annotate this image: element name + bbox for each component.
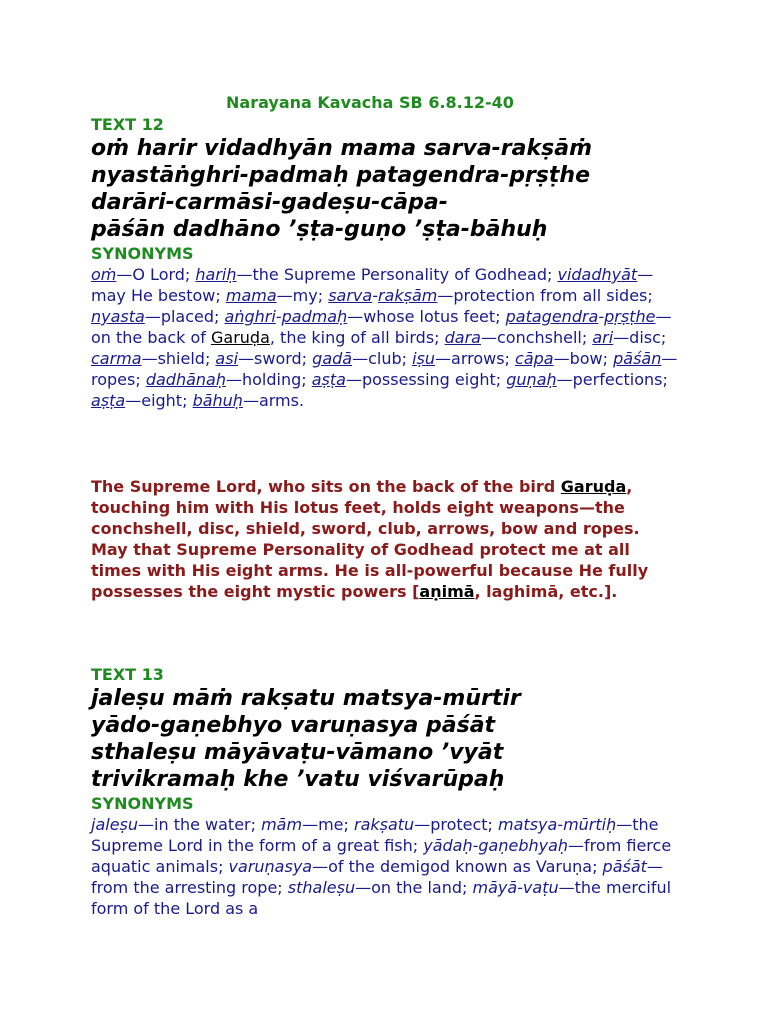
synonym-term: yādaḥ-gaṇebhyaḥ bbox=[423, 836, 569, 855]
synonym-meaning: —holding; bbox=[225, 370, 312, 389]
synonym-meaning: —the Supreme Personality of Godhead; bbox=[236, 265, 558, 284]
synonym-term[interactable]: carma bbox=[91, 349, 142, 368]
synonym-meaning: —on the back of bbox=[91, 307, 672, 347]
synonym-term: matsya-mūrtiḥ bbox=[498, 815, 617, 834]
synonym-term: māyā-vaṭu bbox=[472, 878, 559, 897]
synonym-meaning: —me; bbox=[302, 815, 354, 834]
text-13-verse bbox=[91, 685, 691, 793]
text-12-translation bbox=[91, 476, 681, 602]
text-13-synonyms bbox=[91, 814, 681, 919]
synonym-meaning: —possessing eight; bbox=[345, 370, 507, 389]
synonym-term: sthaleṣu bbox=[287, 878, 356, 897]
synonym-meaning: —in the water; bbox=[138, 815, 262, 834]
synonym-term[interactable]: guṇaḥ bbox=[506, 370, 557, 389]
synonym-meaning: —my; bbox=[276, 286, 329, 305]
synonyms-heading: SYNONYMS bbox=[91, 244, 194, 263]
synonym-term: rakṣatu bbox=[353, 815, 415, 834]
synonym-term[interactable]: pāśān bbox=[613, 349, 662, 368]
synonym-term: jaleṣu bbox=[91, 815, 139, 834]
synonym-term[interactable]: dadhānaḥ bbox=[145, 370, 226, 389]
synonym-term[interactable]: aṣṭa bbox=[311, 370, 346, 389]
synonym-term[interactable]: asi bbox=[215, 349, 239, 368]
synonym-term[interactable]: rakṣām bbox=[377, 286, 438, 305]
synonym-term[interactable]: oṁ bbox=[91, 265, 117, 284]
synonym-meaning: —may He bestow; bbox=[91, 265, 654, 305]
text-13-synonyms-heading-block bbox=[91, 793, 691, 815]
garuda-link[interactable]: Garuḍa bbox=[210, 328, 270, 347]
synonym-term[interactable]: hariḥ bbox=[195, 265, 237, 284]
synonym-term[interactable]: bāhuḥ bbox=[192, 391, 243, 410]
verse-line: darāri-carmāsi-gadeṣu-cāpa- bbox=[91, 190, 448, 215]
synonym-meaning: —sword; bbox=[238, 349, 313, 368]
synonym-meaning: —perfections; bbox=[556, 370, 668, 389]
verse-line: pāśān dadhāno ’ṣṭa-guṇo ’ṣṭa-bāhuḥ bbox=[91, 217, 548, 242]
verse-line: yādo-gaṇebhyo varuṇasya pāśāt bbox=[91, 713, 496, 738]
synonym-meaning: —bow; bbox=[553, 349, 614, 368]
synonym-term[interactable]: dara bbox=[444, 328, 481, 347]
text-12-heading-block bbox=[91, 114, 691, 136]
translation-text: , touching him with His lotus feet, holds eight weapons—the conchshell, disc, shield, sword, club, arrows, bow and ropes. May that Supreme Personality of Godhead protect me at all times with His eight arms. He is all-powerful because He fully possesses the eight mystic powers [ bbox=[91, 477, 649, 601]
synonym-term: pāśāt bbox=[602, 857, 647, 876]
synonym-meaning: —O Lord; bbox=[116, 265, 196, 284]
synonym-meaning: —protection from all sides; bbox=[437, 286, 653, 305]
synonym-meaning: —arms. bbox=[242, 391, 305, 410]
synonym-term[interactable]: padmaḥ bbox=[281, 307, 348, 326]
verse-line: trivikramaḥ khe ’vatu viśvarūpaḥ bbox=[91, 767, 505, 792]
document-title: Narayana Kavacha SB 6.8.12-40 bbox=[226, 93, 514, 112]
verse-line: sthaleṣu māyāvaṭu-vāmano ’vyāt bbox=[91, 740, 504, 765]
synonym-meaning: —on the land; bbox=[355, 878, 473, 897]
synonym-term[interactable]: vidadhyāt bbox=[557, 265, 638, 284]
translation-text: , laghimā, etc.]. bbox=[474, 582, 618, 601]
synonym-term[interactable]: nyasta bbox=[91, 307, 145, 326]
synonym-meaning: —from fierce aquatic animals; bbox=[91, 836, 672, 876]
synonym-meaning: —disc; bbox=[613, 328, 667, 347]
garuda-link[interactable]: Garuḍa bbox=[560, 477, 627, 496]
verse-line: jaleṣu māṁ rakṣatu matsya-mūrtir bbox=[91, 686, 521, 711]
anima-link[interactable]: aṇimā bbox=[419, 582, 475, 601]
synonym-meaning: —placed; bbox=[144, 307, 225, 326]
synonym-meaning: —conchshell; bbox=[480, 328, 593, 347]
synonym-term[interactable]: cāpa bbox=[515, 349, 554, 368]
synonym-meaning: —club; bbox=[352, 349, 413, 368]
synonym-meaning: —protect; bbox=[414, 815, 499, 834]
synonym-term: varuṇasya bbox=[228, 857, 313, 876]
synonym-meaning: —the merciful form of the Lord as a bbox=[91, 878, 672, 918]
synonym-meaning: —shield; bbox=[141, 349, 216, 368]
synonym-term[interactable]: aṣṭa bbox=[91, 391, 126, 410]
text-12-heading: TEXT 12 bbox=[91, 115, 164, 134]
synonym-term: mām bbox=[261, 815, 303, 834]
synonym-term[interactable]: mama bbox=[225, 286, 277, 305]
synonym-term[interactable]: sarva bbox=[328, 286, 373, 305]
synonym-meaning: —from the arresting rope; bbox=[91, 857, 663, 897]
synonym-meaning: —of the demigod known as Varuṇa; bbox=[312, 857, 603, 876]
verse-line: oṁ harir vidadhyān mama sarva-rakṣāṁ bbox=[91, 136, 592, 161]
synonym-meaning: —eight; bbox=[125, 391, 193, 410]
synonym-meaning: , the king of all birds; bbox=[269, 328, 445, 347]
text-12-synonyms: oṁ—O Lord; hariḥ—the Supreme Personality of Godhead; vidadhyāt—may He bestow; mama—my; sarva-rakṣām—protection from all sides; nyasta—placed; aṅghri-padmaḥ—whose lotus feet; patagendra-pṛṣṭhe—on the back of Garuḍa, the king of all birds; dara—conchshell; ari—disc; carma—shield; asi—sword; gadā—club; iṣu—arrows; cāpa—bow; pāśān—ropes; dadhānaḥ—holding; aṣṭa—possessing eight; guṇaḥ—perfections; aṣṭa—eight; bāhuḥ—arms. bbox=[91, 265, 678, 410]
synonym-term[interactable]: ari bbox=[592, 328, 614, 347]
verse-line: nyastāṅghri-padmaḥ patagendra-pṛṣṭhe bbox=[91, 163, 590, 188]
text-13-heading-block bbox=[91, 664, 691, 686]
synonym-meaning: —the Supreme Lord in the form of a great fish; bbox=[91, 815, 659, 855]
synonyms-heading: SYNONYMS bbox=[91, 794, 194, 813]
text-12-verse bbox=[91, 135, 691, 243]
synonym-term[interactable]: gadā bbox=[312, 349, 353, 368]
synonym-term[interactable]: aṅghri bbox=[224, 307, 276, 326]
text-13-heading: TEXT 13 bbox=[91, 665, 164, 684]
translation-text: The Supreme Lord, who sits on the back of the bird bbox=[91, 477, 561, 496]
synonym-term[interactable]: iṣu bbox=[412, 349, 436, 368]
synonym-meaning: —arrows; bbox=[435, 349, 516, 368]
synonym-term[interactable]: patagendra bbox=[505, 307, 599, 326]
synonym-meaning: —ropes; bbox=[91, 349, 678, 389]
synonym-term[interactable]: pṛṣṭhe bbox=[604, 307, 656, 326]
text-12-synonyms-heading-block bbox=[91, 243, 691, 265]
synonym-meaning: —whose lotus feet; bbox=[347, 307, 506, 326]
